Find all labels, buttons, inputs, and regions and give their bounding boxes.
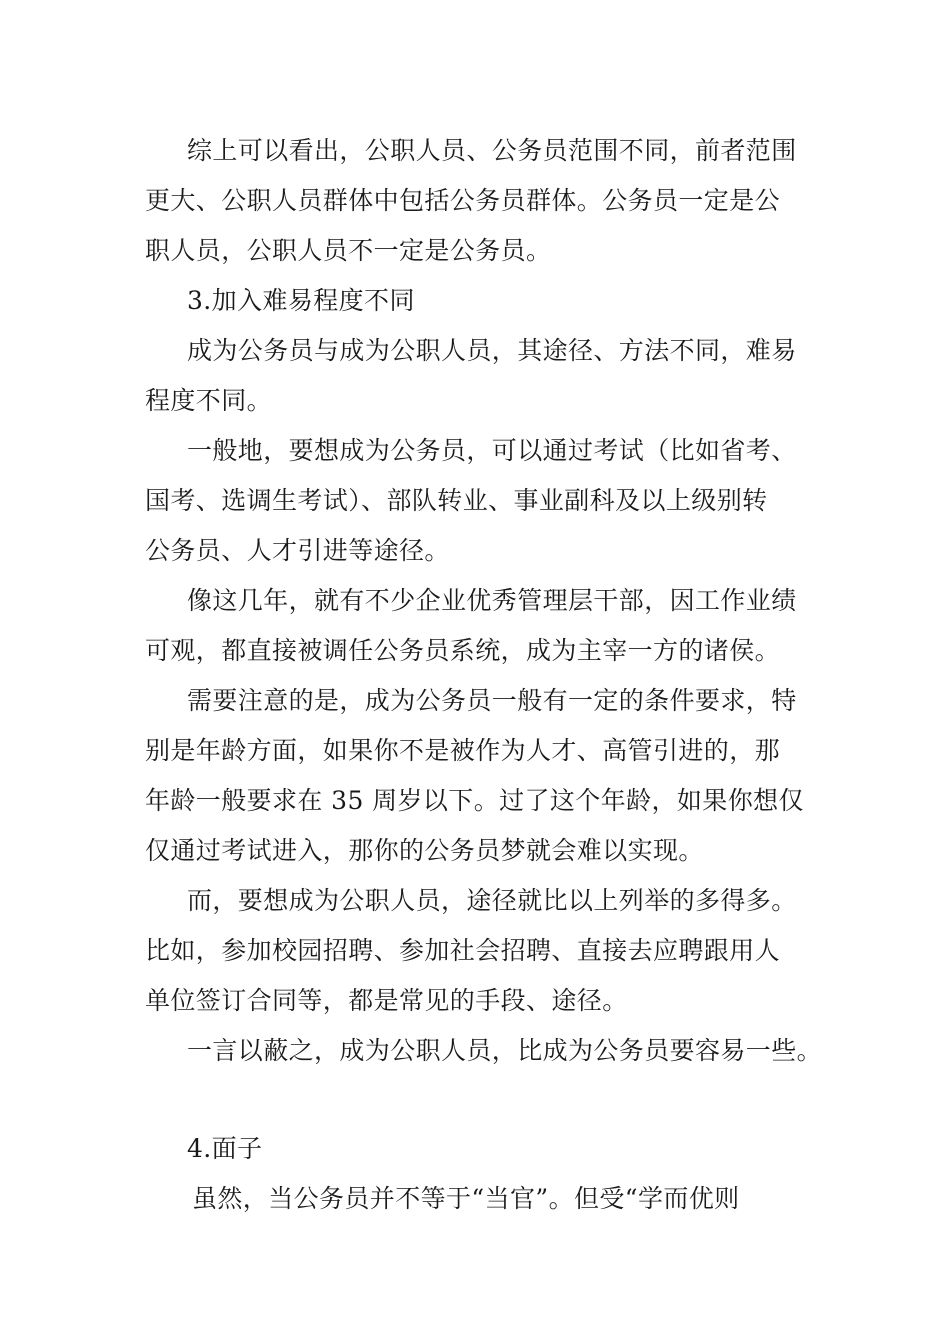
paragraph-line: 比如，参加校园招聘、参加社会招聘、直接去应聘跟用人 xyxy=(145,936,781,965)
paragraph-line: 程度不同。 xyxy=(145,386,273,415)
paragraph-line: 国考、选调生考试）、部队转业、事业副科及以上级别转 xyxy=(145,486,768,515)
paragraph-line: 综上可以看出，公职人员、公务员范围不同，前者范围 xyxy=(187,136,797,165)
paragraph-line: 更大、公职人员群体中包括公务员群体。公务员一定是公 xyxy=(145,186,781,215)
paragraph-line: 职人员，公职人员不一定是公务员。 xyxy=(145,236,552,265)
paragraph-line: 而，要想成为公职人员，途径就比以上列举的多得多。 xyxy=(187,886,797,915)
paragraph-line: 一言以蔽之，成为公职人员，比成为公务员要容易一些。 xyxy=(187,1036,823,1065)
section-heading: 3.加入难易程度不同 xyxy=(187,286,415,315)
paragraph-line: 一般地，要想成为公务员，可以通过考试（比如省考、 xyxy=(187,436,797,465)
paragraph-line: 仅通过考试进入，那你的公务员梦就会难以实现。 xyxy=(145,836,704,865)
section-heading: 4.面子 xyxy=(187,1134,263,1163)
paragraph-line: 虽然，当公务员并不等于“当官”。但受“学而优则 xyxy=(192,1184,740,1213)
paragraph-line: 单位签订合同等，都是常见的手段、途径。 xyxy=(145,986,628,1015)
paragraph-line: 别是年龄方面，如果你不是被作为人才、高管引进的，那 xyxy=(145,736,781,765)
paragraph-line: 需要注意的是，成为公务员一般有一定的条件要求，特 xyxy=(187,686,797,715)
paragraph-line: 可观，都直接被调任公务员系统，成为主宰一方的诸侯。 xyxy=(145,636,781,665)
paragraph-line: 年龄一般要求在 35 周岁以下。过了这个年龄，如果你想仅 xyxy=(145,786,804,815)
paragraph-line: 成为公务员与成为公职人员，其途径、方法不同，难易 xyxy=(187,336,797,365)
paragraph-line: 像这几年，就有不少企业优秀管理层干部，因工作业绩 xyxy=(187,586,797,615)
paragraph-line: 公务员、人才引进等途径。 xyxy=(145,536,450,565)
